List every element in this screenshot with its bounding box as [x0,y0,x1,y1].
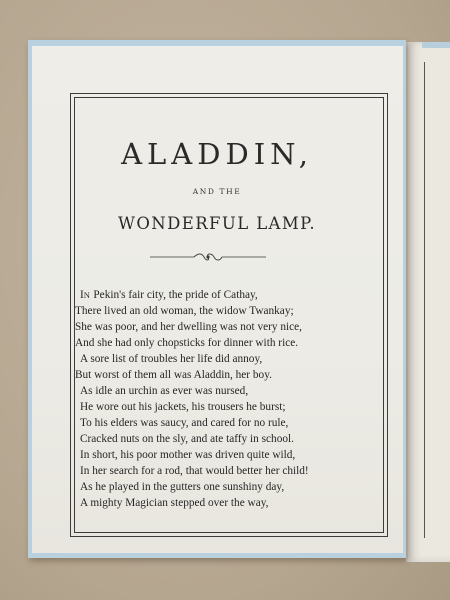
poem-line: And she had only chopsticks for dinner with rice. [75,337,299,349]
book-title: ALADDIN, [121,137,313,171]
title-connector: AND THE [192,187,242,196]
poem-line: A mighty Magician stepped over the way, [80,497,269,509]
poem-line: In short, his poor mother was driven quite wild, [80,449,296,461]
poem-line: But worst of them all was Aladdin, her boy. [75,369,272,381]
poem-line: As he played in the gutters one sunshiny day, [80,481,285,493]
poem-line: A sore list of troubles her life did annoy, [80,353,263,365]
decorative-divider-ornament [150,252,266,262]
poem-line: He wore out his jackets, his trousers he burst; [80,401,286,413]
poem-line: To his elders was saucy, and cared for no rule, [80,417,289,429]
book-subtitle: WONDERFUL LAMP. [118,214,316,233]
poem-line: Cracked nuts on the sly, and ate taffy in school. [80,433,294,445]
facing-page-edge [406,42,450,562]
poem-line-text: Pekin's fair city, the pride of Cathay, [90,289,258,301]
poem-line [75,287,375,303]
poem-text [75,287,375,511]
book-page [28,40,406,558]
poem-line: She was poor, and her dwelling was not very nice, [75,321,302,333]
poem-line: There lived an old woman, the widow Twankay; [75,305,294,317]
facing-page-border-line [424,62,425,538]
small-cap-letters: N [83,290,91,300]
drop-cap: I [80,289,84,301]
poem-line: As idle an urchin as ever was nursed, [80,385,249,397]
poem-line: In her search for a rod, that would better her child! [80,465,309,477]
facing-page-blue-edge [422,42,450,48]
